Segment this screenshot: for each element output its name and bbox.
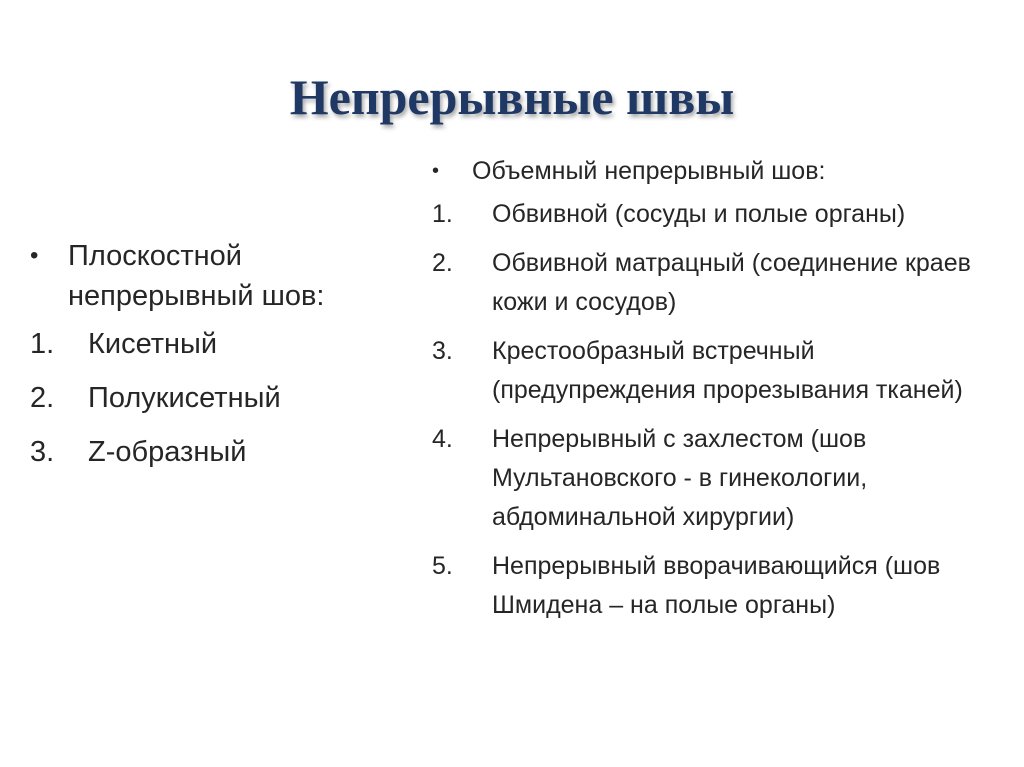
list-item-text: Z-образный xyxy=(88,436,247,468)
list-item xyxy=(432,332,1012,410)
left-heading-text: Плоскостной непрерывный шов: xyxy=(68,240,325,312)
left-numbered-list xyxy=(30,324,430,472)
list-item xyxy=(30,432,430,472)
list-item-number: 5. xyxy=(432,552,453,580)
right-heading-text: Объемный непрерывный шов: xyxy=(472,157,826,185)
list-item xyxy=(432,195,1012,234)
list-item-number: 1. xyxy=(30,328,55,360)
list-item xyxy=(432,420,1012,537)
list-item-text: Полукисетный xyxy=(88,382,281,414)
list-item-number: 2. xyxy=(432,249,453,277)
right-column xyxy=(432,152,1012,635)
left-bullet-heading xyxy=(30,236,430,316)
list-item xyxy=(30,378,430,418)
list-item-text: Обвивной (сосуды и полые органы) xyxy=(492,200,906,228)
list-item-number: 3. xyxy=(30,436,55,468)
list-item xyxy=(432,547,1012,625)
list-item-number: 2. xyxy=(30,382,55,414)
list-item-number: 4. xyxy=(432,425,453,453)
left-column xyxy=(30,236,430,486)
right-numbered-list xyxy=(432,195,1012,625)
list-item-text: Непрерывный вворачивающийся (шов Шмидена – на полые органы) xyxy=(492,552,941,619)
list-item xyxy=(432,244,1012,322)
list-item-number: 3. xyxy=(432,337,453,365)
list-item-text: Непрерывный с захлестом (шов Мультановского - в гинекологии, абдоминальной хирургии) xyxy=(492,425,868,531)
list-item-text: Кисетный xyxy=(88,328,218,360)
list-item-text: Обвивной матрацный (соединение краев кожи и сосудов) xyxy=(492,249,971,316)
list-item-number: 1. xyxy=(432,200,453,228)
list-item-text: Крестообразный встречный (предупреждения прорезывания тканей) xyxy=(492,337,963,404)
bullet-icon: • xyxy=(432,160,440,182)
slide-title: Непрерывные швы xyxy=(289,69,735,125)
list-item xyxy=(30,324,430,364)
right-bullet-heading xyxy=(432,152,1012,191)
bullet-icon: • xyxy=(30,242,39,269)
